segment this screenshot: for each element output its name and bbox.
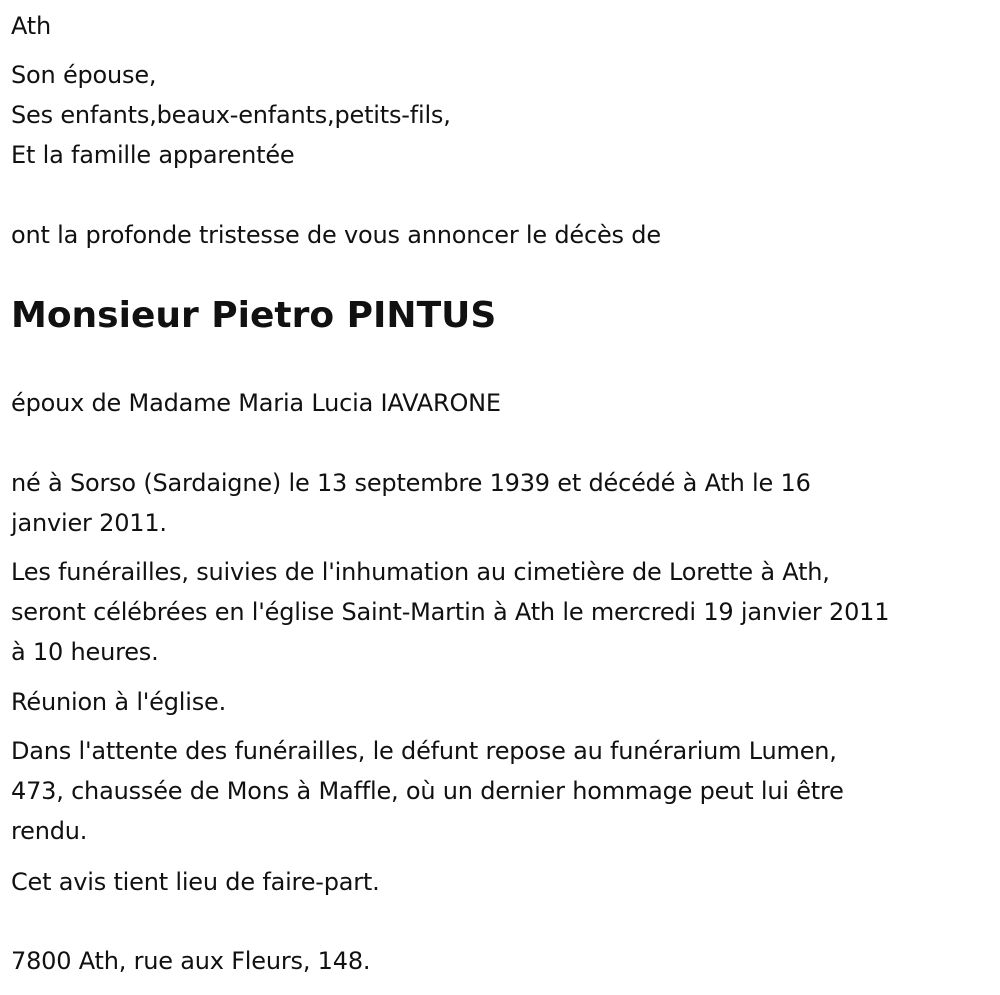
visitation-line-2: 473, chaussée de Mons à Maffle, où un dernier hommage peut lui être bbox=[11, 777, 844, 805]
reunion-line: Réunion à l'église. bbox=[11, 688, 227, 716]
birth-death-line-1: né à Sorso (Sardaigne) le 13 septembre 1939 et décédé à Ath le 16 bbox=[11, 469, 811, 497]
mourner-family: Et la famille apparentée bbox=[11, 141, 295, 169]
spouse-line: époux de Madame Maria Lucia IAVARONE bbox=[11, 389, 501, 417]
mourner-children: Ses enfants,beaux-enfants,petits-fils, bbox=[11, 101, 451, 129]
deceased-name: Monsieur Pietro PINTUS bbox=[11, 295, 497, 336]
funeral-line-2: seront célébrées en l'église Saint-Martin à Ath le mercredi 19 janvier 2011 bbox=[11, 598, 890, 626]
mourner-spouse: Son épouse, bbox=[11, 61, 157, 89]
funeral-line-1: Les funérailles, suivies de l'inhumation au cimetière de Lorette à Ath, bbox=[11, 558, 830, 586]
announcement-text: ont la profonde tristesse de vous annoncer le décès de bbox=[11, 221, 661, 249]
notice-line: Cet avis tient lieu de faire-part. bbox=[11, 868, 380, 896]
visitation-line-1: Dans l'attente des funérailles, le défunt repose au funérarium Lumen, bbox=[11, 737, 837, 765]
birth-death-line-2: janvier 2011. bbox=[11, 509, 167, 537]
funeral-line-3: à 10 heures. bbox=[11, 638, 159, 666]
city-header: Ath bbox=[11, 12, 52, 40]
address-line: 7800 Ath, rue aux Fleurs, 148. bbox=[11, 947, 371, 975]
visitation-line-3: rendu. bbox=[11, 817, 88, 845]
